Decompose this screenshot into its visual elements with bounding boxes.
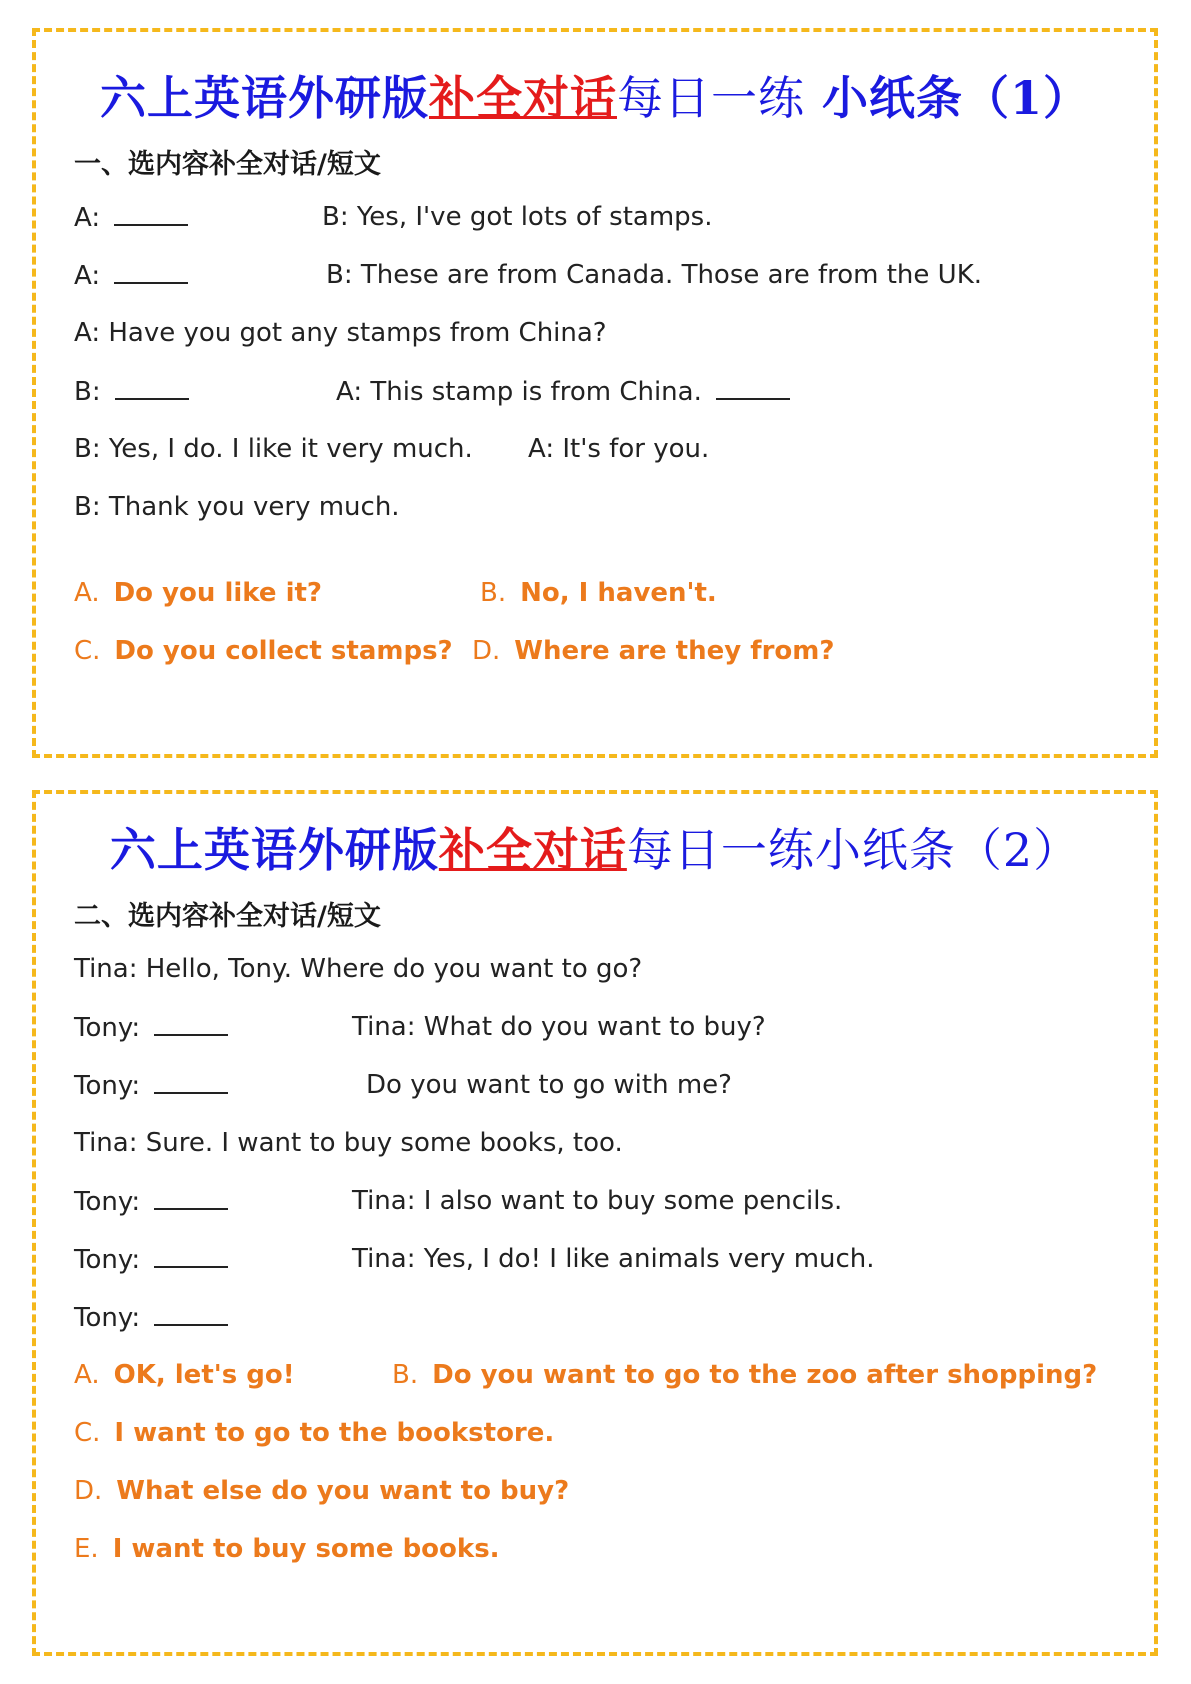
answer-blank[interactable]: [114, 260, 188, 284]
dialogue-line: Tony:: [74, 1012, 228, 1043]
dialogue-reply: B: Yes, I've got lots of stamps.: [322, 202, 713, 232]
dialogue-line: A:: [74, 202, 188, 233]
title-part: 每日一练小纸条（2）: [626, 823, 1081, 877]
answer-blank[interactable]: [154, 1186, 228, 1210]
option-d: D. Where are they from?: [472, 636, 835, 666]
dialogue-line: Tony:: [74, 1244, 228, 1275]
title-part: 六上英语外研版: [109, 823, 439, 877]
option-a: A. Do you like it?: [74, 578, 322, 608]
dialogue-line: Tony:: [74, 1070, 228, 1101]
dialogue-line: A:: [74, 260, 188, 291]
answer-blank[interactable]: [154, 1070, 228, 1094]
card-1-title: [36, 62, 1154, 128]
option-c: C. Do you collect stamps?: [74, 636, 453, 666]
option-e: E. I want to buy some books.: [74, 1534, 500, 1564]
dialogue-line: Tony:: [74, 1186, 228, 1217]
section-heading: 一、选内容补全对话/短文: [74, 149, 381, 180]
dialogue-line: B: Thank you very much.: [74, 492, 400, 522]
title-highlight: 补全对话: [438, 823, 627, 877]
title-part: 小纸条（1）: [804, 71, 1091, 125]
dialogue-reply: Tina: What do you want to buy?: [352, 1012, 766, 1042]
option-a: A. OK, let's go!: [74, 1360, 295, 1390]
title-highlight: 补全对话: [428, 71, 617, 125]
dialogue-line: Tony:: [74, 1302, 228, 1333]
dialogue-reply: Tina: I also want to buy some pencils.: [352, 1186, 843, 1216]
dialogue-line: A: Have you got any stamps from China?: [74, 318, 607, 348]
dialogue-reply: A: It's for you.: [528, 434, 710, 464]
dialogue-reply: Tina: Yes, I do! I like animals very much.: [352, 1244, 875, 1274]
title-part: 每日一练: [616, 71, 805, 125]
dialogue-line: B:: [74, 376, 189, 407]
option-b: B. Do you want to go to the zoo after shopping?: [392, 1360, 1098, 1390]
dialogue-reply: A: This stamp is from China.: [336, 376, 790, 407]
answer-blank[interactable]: [154, 1012, 228, 1036]
answer-blank[interactable]: [114, 202, 188, 226]
card-2-title: [36, 814, 1154, 880]
answer-blank[interactable]: [716, 376, 790, 400]
worksheet-card-2: [32, 790, 1158, 1656]
answer-blank[interactable]: [154, 1302, 228, 1326]
dialogue-line: B: Yes, I do. I like it very much.: [74, 434, 473, 464]
dialogue-line: Tina: Hello, Tony. Where do you want to go?: [74, 954, 643, 984]
answer-blank[interactable]: [154, 1244, 228, 1268]
option-d: D. What else do you want to buy?: [74, 1476, 570, 1506]
worksheet-card-1: [32, 28, 1158, 758]
dialogue-reply: Do you want to go with me?: [366, 1070, 732, 1100]
option-b: B. No, I haven't.: [480, 578, 717, 608]
section-heading: 二、选内容补全对话/短文: [74, 901, 381, 932]
dialogue-reply: B: These are from Canada. Those are from the UK.: [326, 260, 983, 290]
dialogue-line: Tina: Sure. I want to buy some books, too.: [74, 1128, 623, 1158]
answer-blank[interactable]: [115, 376, 189, 400]
title-part: 六上英语外研版: [99, 71, 429, 125]
option-c: C. I want to go to the bookstore.: [74, 1418, 555, 1448]
